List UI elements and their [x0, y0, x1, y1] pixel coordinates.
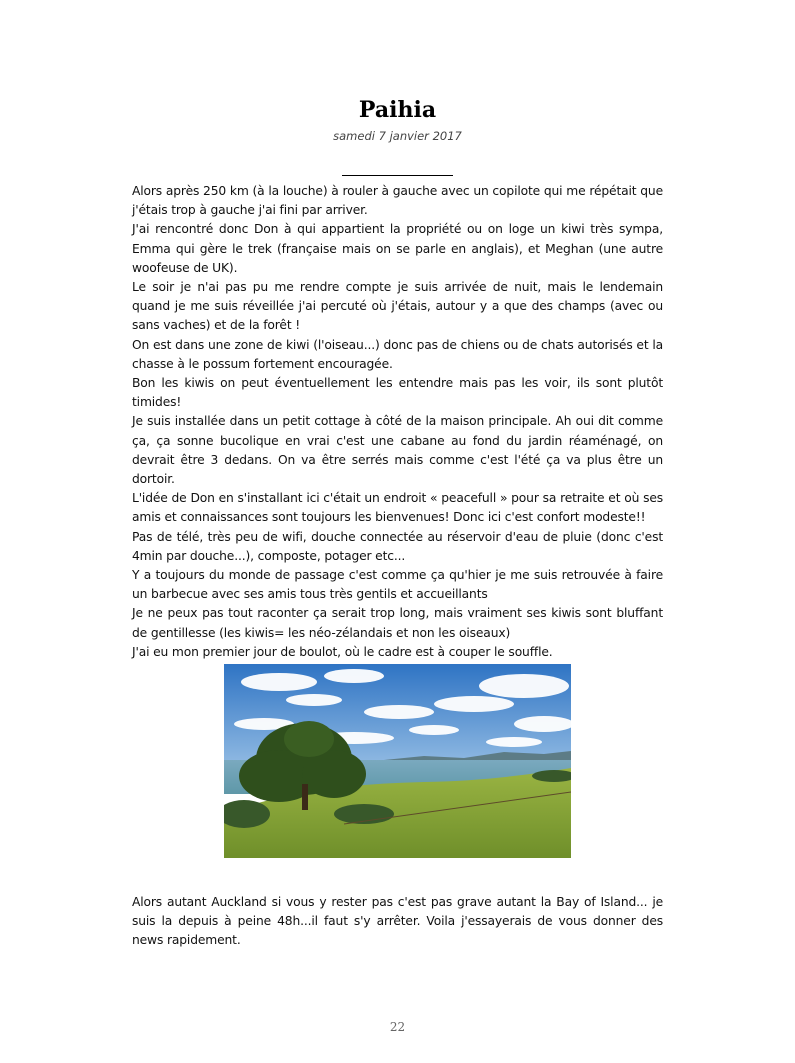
- paragraph: Pas de télé, très peu de wifi, douche connectée au réservoir d'eau de pluie (donc c'est 4min par douche...), composte, potager etc...: [132, 529, 663, 563]
- paragraph: Y a toujours du monde de passage c'est comme ça qu'hier je me suis retrouvée à faire un barbecue avec ses amis tous très gentils et accueillants: [132, 568, 663, 602]
- paragraph: J'ai eu mon premier jour de boulot, où le cadre est à couper le souffle.: [132, 644, 553, 659]
- paragraph: Je suis installée dans un petit cottage à côté de la maison principale. Ah oui dit comme ça, ça sonne bucolique en vrai c'est une cabane au fond du jardin réaménagé, on devrait être 3 dedans. On va être serrés mais comme c'est l'été ça va plus être un dortoir.: [132, 414, 663, 487]
- paragraph: L'idée de Don en s'installant ici c'était un endroit « peacefull » pour sa retraite et où ses amis et connaissances sont toujours les bienvenues! Donc ici c'est confort modeste!!: [132, 491, 663, 525]
- paragraph: Alors après 250 km (à la louche) à rouler à gauche avec un copilote qui me répétait que j'étais trop à gauche j'ai fini par arriver.: [132, 184, 663, 218]
- post-title: Paihia: [358, 97, 437, 123]
- tree-trunk: [302, 784, 308, 810]
- paragraph: On est dans une zone de kiwi (l'oiseau...) donc pas de chiens ou de chats autorisés et la chasse à le possum fortement encouragée.: [132, 337, 663, 371]
- paragraph: Bon les kiwis on peut éventuellement les entendre mais pas les voir, ils sont plutôt timides!: [132, 376, 663, 410]
- post-body: [132, 182, 663, 662]
- closing-paragraph: Alors autant Auckland si vous y rester pas c'est pas grave autant la Bay of Island... je suis la depuis à peine 48h...il faut s'y arrêter. Voila j'essayerais de vous donner des news rapidement.: [132, 895, 663, 948]
- post-date: samedi 7 janvier 2017: [333, 129, 462, 143]
- bay-landscape-photo: [224, 664, 571, 858]
- title-divider: [342, 175, 453, 176]
- paragraph: J'ai rencontré donc Don à qui appartient la propriété ou on loge un kiwi très sympa, Emma qui gère le trek (française mais on se parle en anglais), et Meghan (une autre woofeuse de UK).: [132, 222, 663, 275]
- paragraph: Je ne peux pas tout raconter ça serait trop long, mais vraiment ses kiwis sont bluffant de gentillesse (les kiwis= les néo-zélandais et non les oiseaux): [132, 606, 663, 640]
- page-number: 22: [389, 1020, 406, 1034]
- paragraph: Le soir je n'ai pas pu me rendre compte je suis arrivée de nuit, mais le lendemain quand je me suis réveillée j'ai percuté où j'étais, autour y a que des champs (avec ou sans vaches) et de la forêt !: [132, 280, 663, 333]
